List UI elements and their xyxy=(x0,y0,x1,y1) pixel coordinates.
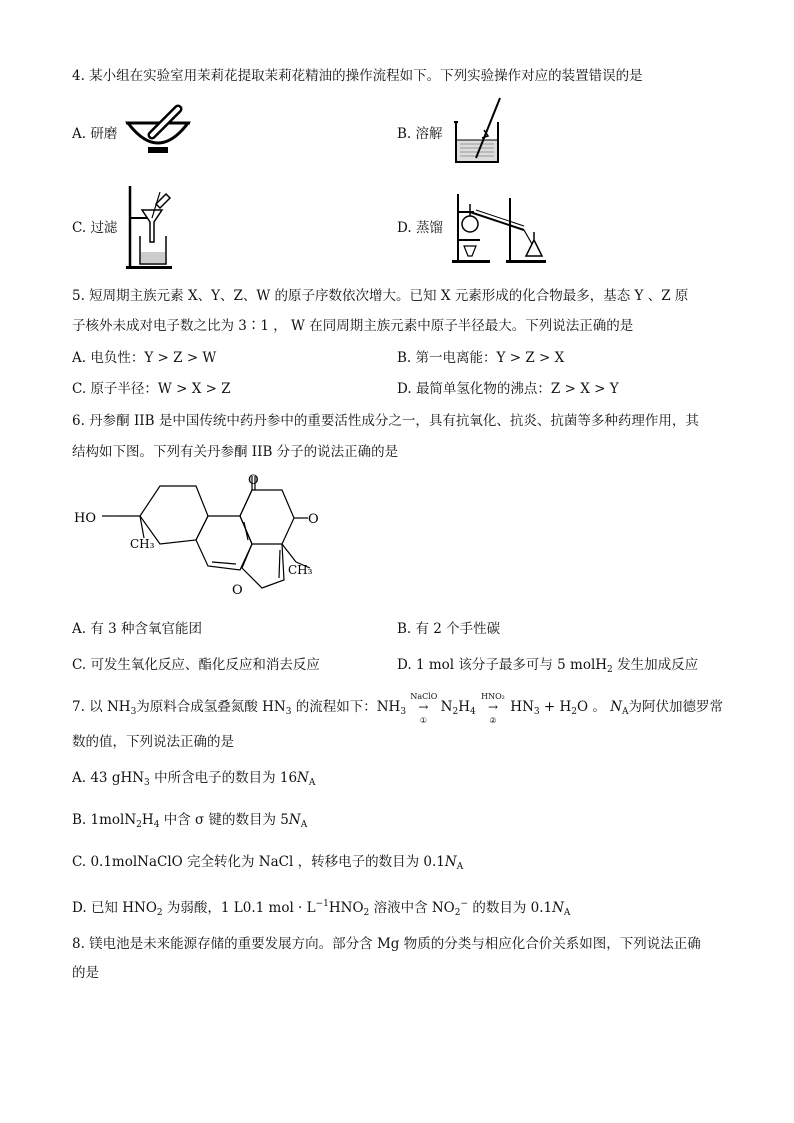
q5-option-c xyxy=(72,379,231,399)
subscript: 4 xyxy=(153,820,160,830)
q7-stem-line1 xyxy=(72,692,723,725)
option-text: 有 2 个手性碳 xyxy=(415,621,501,637)
text: 为阿伏加德罗常 xyxy=(628,699,723,715)
q7-option-b xyxy=(72,810,307,835)
option-text: 1 mol 该分子最多可与 5 molH xyxy=(415,657,608,673)
option-letter: C. xyxy=(72,657,87,673)
q5-option-d xyxy=(397,379,619,399)
q6-option-c xyxy=(72,655,320,675)
text: H xyxy=(141,812,154,828)
option-letter: D. xyxy=(72,900,87,916)
option-text: 最简单氢化物的沸点：Z > X > Y xyxy=(415,381,619,397)
subscript: 3 xyxy=(144,778,150,788)
option-letter: C. xyxy=(72,854,87,870)
option-letter: D. xyxy=(397,381,412,397)
option-letter: A. xyxy=(72,126,87,142)
superscript: − xyxy=(460,899,469,909)
text: 已知 HNO xyxy=(90,900,157,916)
option-letter: C. xyxy=(72,220,87,236)
text: 中含 σ 键的数目为 5 xyxy=(159,812,289,828)
text: 中所含电子的数目为 16 xyxy=(149,770,298,786)
option-letter: C. xyxy=(72,381,87,397)
option-text: 原子半径：W > X > Z xyxy=(90,381,231,397)
text: O 。 xyxy=(577,699,606,715)
distillation-apparatus-icon xyxy=(450,190,550,266)
option-label: 过滤 xyxy=(90,220,118,236)
subscript: 3 xyxy=(285,707,292,717)
option-letter: B. xyxy=(397,126,412,142)
avogadro-symbol: N xyxy=(288,812,301,828)
q6-stem-line1: 6. 丹参酮 IIB 是中国传统中药丹参中的重要活性成分之一，具有抗氧化、抗炎、抗菌等多种药理作用，其 xyxy=(72,413,699,429)
reaction-arrow-2: HNO₂ → ② xyxy=(480,697,506,717)
subscript: 2 xyxy=(363,908,370,918)
reaction-arrow-1: NaClO → ① xyxy=(410,697,436,717)
o-label-3: O xyxy=(232,583,243,598)
q6-option-d xyxy=(397,655,698,680)
tanshinone-structure-diagram xyxy=(72,474,332,614)
q7-option-d xyxy=(72,894,570,923)
subscript: 2 xyxy=(156,908,163,918)
option-letter: A. xyxy=(72,770,87,786)
subscript: A xyxy=(300,820,308,830)
q5-option-a xyxy=(72,348,216,368)
q5-option-b xyxy=(397,348,564,368)
text: H xyxy=(458,699,470,715)
avogadro-symbol: N xyxy=(552,900,564,916)
option-letter: D. xyxy=(397,220,412,236)
subscript: A xyxy=(622,707,629,717)
subscript: 3 xyxy=(130,707,137,717)
option-text: 第一电离能：Y > Z > X xyxy=(415,350,565,366)
q6-stem-line2: 结构如下图。下列有关丹参酮 IIB 分子的说法正确的是 xyxy=(72,444,399,460)
option-text: 发生加成反应 xyxy=(612,657,699,673)
q8-stem-line2: 的是 xyxy=(72,965,99,981)
subscript: A xyxy=(456,862,464,872)
q7-stem-line2: 数的值，下列说法正确的是 xyxy=(72,734,234,750)
option-text: 有 3 种含氧官能团 xyxy=(90,621,203,637)
ho-label: HO xyxy=(74,511,96,526)
beaker-glass-rod-icon xyxy=(452,96,508,166)
text: 溶液中含 NO xyxy=(369,900,455,916)
filtration-apparatus-icon xyxy=(122,182,176,270)
text: 的数目为 0.1 xyxy=(468,900,553,916)
o-label-2: O xyxy=(308,512,319,527)
q6-option-a xyxy=(72,619,202,639)
text: 的流程如下：NH xyxy=(291,699,401,715)
q5-stem-line2: 子核外未成对电子数之比为 3∶1 ， W 在同周期主族元素中原子半径最大。下列说法正确的是 xyxy=(72,318,634,334)
option-letter: B. xyxy=(397,350,412,366)
q5-stem-line1: 5. 短周期主族元素 X、Y、Z、W 的原子序数依次增大。已知 X 元素形成的化合物最多，基态 Y 、Z 原 xyxy=(72,288,689,304)
subscript: A xyxy=(563,908,571,918)
mortar-pestle-icon xyxy=(122,103,194,155)
subscript: 3 xyxy=(400,707,407,717)
avogadro-symbol: N xyxy=(444,854,457,870)
option-text: 电负性：Y > Z > W xyxy=(90,350,217,366)
text: HNO xyxy=(328,900,364,916)
arrow-top-label: HNO₂ xyxy=(481,692,505,701)
avogadro-symbol: N xyxy=(297,770,309,786)
subscript: 2 xyxy=(607,665,613,675)
option-text: 可发生氧化反应、酯化反应和消去反应 xyxy=(90,657,320,673)
q4-option-a xyxy=(72,124,117,144)
q4-option-b xyxy=(397,124,443,144)
subscript: 2 xyxy=(454,908,461,918)
ch3-label-ring: CH₃ xyxy=(130,537,155,551)
text: 为弱酸，1 L0.1 mol · L xyxy=(162,900,316,916)
text: 0.1molNaClO 完全转化为 NaCl ，转移电子的数目为 0.1 xyxy=(90,854,445,870)
text: 1molN xyxy=(90,812,137,828)
subscript: 2 xyxy=(452,707,459,717)
q7-option-a xyxy=(72,768,315,793)
avogadro-symbol: N xyxy=(610,699,622,715)
text: HN xyxy=(506,699,534,715)
subscript: 3 xyxy=(533,707,540,717)
option-label: 溶解 xyxy=(415,126,443,142)
ch3-label-furan: CH₃ xyxy=(288,563,313,577)
subscript: 2 xyxy=(571,707,578,717)
q6-option-b xyxy=(397,619,500,639)
q4-stem: 4. 某小组在实验室用茉莉花提取茉莉花精油的操作流程如下。下列实验操作对应的装置错误的是 xyxy=(72,68,643,84)
option-letter: B. xyxy=(397,621,412,637)
text: N xyxy=(436,699,453,715)
o-label-1: O xyxy=(248,474,259,488)
q7-option-c xyxy=(72,852,463,877)
option-label: 研磨 xyxy=(90,126,118,142)
arrow-bottom-label: ② xyxy=(489,716,497,725)
q8-stem-line1: 8. 镁电池是未来能源存储的重要发展方向。部分含 Mg 物质的分类与相应化合价关系如图，下列说法正确 xyxy=(72,936,701,952)
subscript: A xyxy=(308,778,316,788)
option-label: 蒸馏 xyxy=(415,220,443,236)
text: 43 gHN xyxy=(90,770,145,786)
subscript: 4 xyxy=(469,707,476,717)
option-letter: A. xyxy=(72,350,87,366)
option-letter: A. xyxy=(72,621,87,637)
text: 为原料合成氢叠氮酸 HN xyxy=(136,699,286,715)
q4-option-c xyxy=(72,218,117,238)
superscript: −1 xyxy=(315,899,329,909)
arrow-top-label: NaClO xyxy=(410,692,438,701)
q4-option-d xyxy=(397,218,443,238)
arrow-bottom-label: ① xyxy=(419,716,427,725)
text: + H xyxy=(539,699,572,715)
subscript: 2 xyxy=(136,820,142,830)
option-letter: D. xyxy=(397,657,412,673)
text: 7. 以 NH xyxy=(72,699,131,715)
option-letter: B. xyxy=(72,812,87,828)
